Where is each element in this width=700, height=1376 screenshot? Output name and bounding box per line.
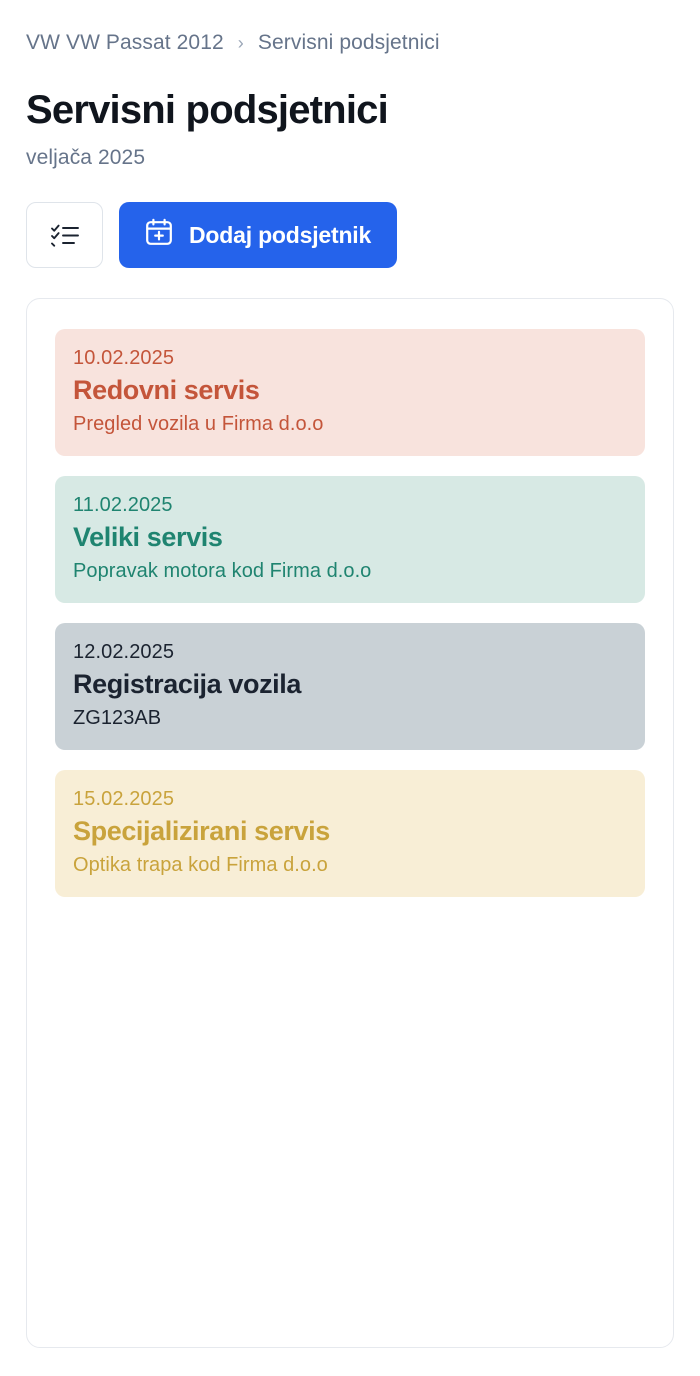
reminder-date: 15.02.2025: [73, 788, 175, 810]
list-item[interactable]: [55, 329, 645, 456]
reminder-title: Specijalizirani servis: [73, 816, 330, 846]
breadcrumb-current: Servisni podsjetnici: [257, 31, 440, 54]
page-title: Servisni podsjetnici: [26, 88, 388, 132]
add-reminder-label: Dodaj podsjetnik: [189, 221, 372, 248]
reminder-description: ZG123AB: [73, 707, 162, 729]
reminder-title: Redovni servis: [73, 375, 260, 405]
reminder-date: 11.02.2025: [73, 494, 173, 516]
list-item[interactable]: [55, 623, 645, 750]
list-item[interactable]: [55, 476, 645, 603]
list-view-button[interactable]: [26, 202, 103, 268]
add-reminder-button[interactable]: [119, 202, 397, 268]
checklist-icon: [50, 223, 80, 247]
toolbar: [26, 202, 674, 268]
reminder-date: 12.02.2025: [73, 641, 175, 663]
list-item[interactable]: [55, 770, 645, 897]
chevron-right-icon: ›: [237, 33, 244, 53]
reminder-description: Pregled vozila u Firma d.o.o: [73, 413, 324, 435]
reminders-list: [55, 329, 645, 897]
reminder-description: Popravak motora kod Firma d.o.o: [73, 560, 372, 582]
reminder-date: 10.02.2025: [73, 347, 175, 369]
reminder-description: Optika trapa kod Firma d.o.o: [73, 854, 328, 876]
page-subtitle: veljača 2025: [26, 146, 146, 169]
breadcrumb-parent-link[interactable]: VW VW Passat 2012: [26, 31, 224, 54]
reminder-title: Registracija vozila: [73, 669, 302, 699]
reminders-card: [26, 298, 674, 1348]
breadcrumb: [26, 26, 674, 60]
calendar-plus-icon: [145, 218, 173, 252]
reminder-title: Veliki servis: [73, 522, 223, 552]
